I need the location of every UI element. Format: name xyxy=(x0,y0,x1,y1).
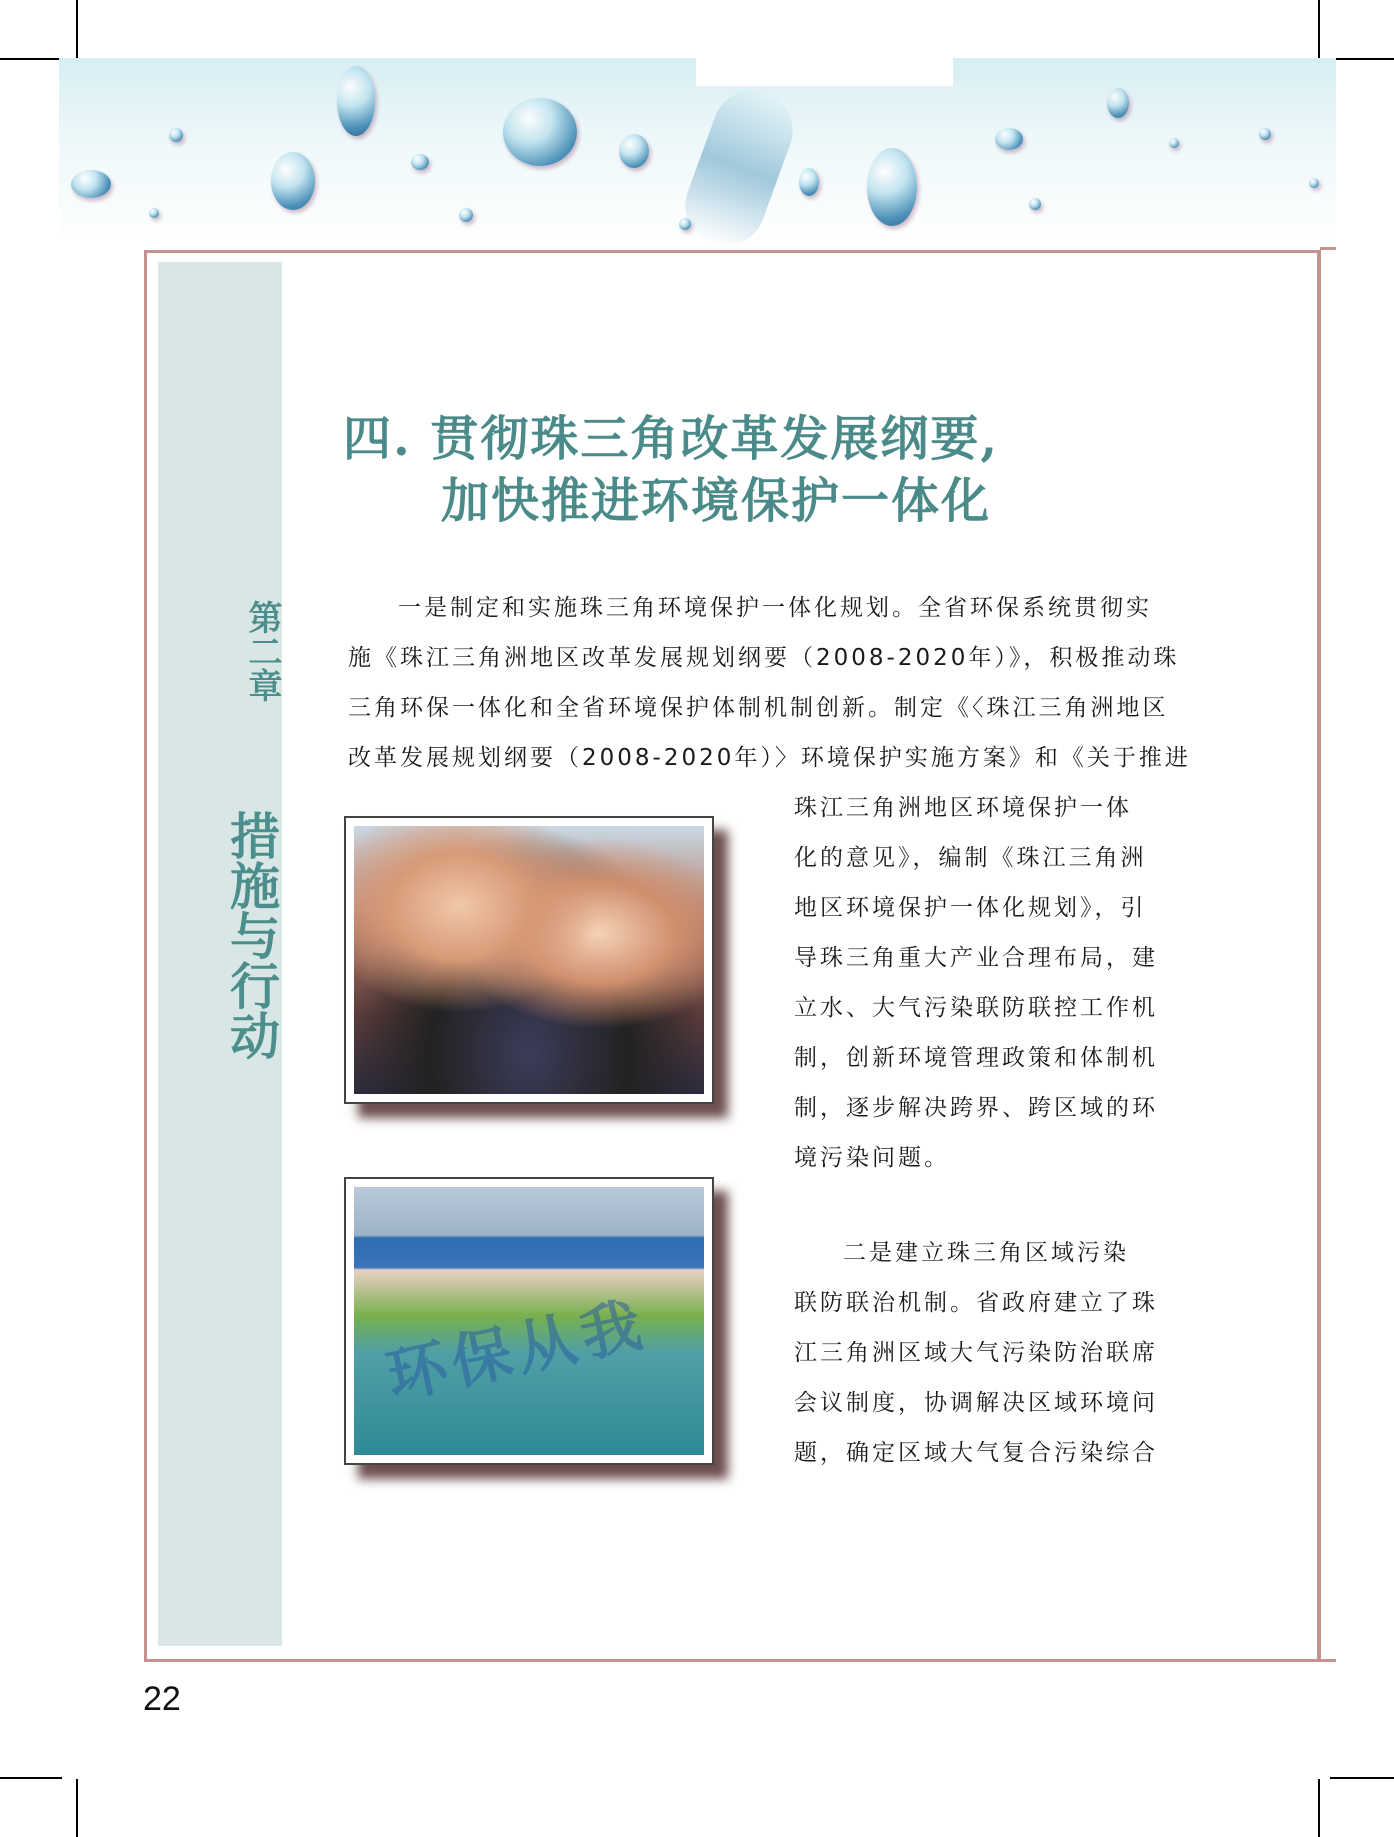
paragraph-line: 施《珠江三角洲地区改革发展规划纲要（2008-2020年）》，积极推动珠 xyxy=(348,645,1180,671)
paragraph-line: 制，逐步解决跨界、跨区域的环 xyxy=(794,1095,1158,1121)
water-drop xyxy=(799,168,819,196)
water-drop xyxy=(71,170,111,198)
water-drop xyxy=(679,218,691,230)
water-drop xyxy=(337,66,375,136)
section-heading-line2: 加快推进环境保护一体化 xyxy=(441,473,992,529)
paragraph-line: 立水、大气污染联防联控工作机 xyxy=(794,995,1158,1021)
water-drop xyxy=(1169,138,1179,148)
water-streak xyxy=(674,79,804,244)
paragraph-line: 境污染问题。 xyxy=(794,1145,950,1171)
chapter-title: 措施与行动 xyxy=(222,810,281,1060)
paragraph-line: 会议制度，协调解决区域环境问 xyxy=(794,1390,1158,1416)
banner-tab xyxy=(696,58,953,86)
paragraph-line: 改革发展规划纲要（2008-2020年）〉环境保护实施方案》和《关于推进 xyxy=(348,745,1191,771)
paragraph-line: 导珠三角重大产业合理布局，建 xyxy=(794,945,1158,971)
content-frame-right xyxy=(1317,250,1321,1662)
water-drop xyxy=(503,98,577,166)
water-drop xyxy=(459,208,473,222)
paragraph-line: 江三角洲区域大气污染防治联席 xyxy=(794,1340,1158,1366)
water-drop xyxy=(1309,178,1319,188)
paragraph-line: 一是制定和实施珠三角环境保护一体化规划。全省环保系统贯彻实 xyxy=(398,595,1152,621)
frame-stub xyxy=(1320,1659,1336,1662)
crop-mark xyxy=(1330,58,1394,60)
water-drop xyxy=(149,208,159,218)
crop-mark xyxy=(1330,1777,1394,1779)
crop-mark xyxy=(76,0,78,60)
water-drop xyxy=(995,128,1023,150)
water-drop xyxy=(169,128,183,142)
water-drop xyxy=(1259,128,1271,140)
page-number: 22 xyxy=(143,1680,181,1718)
paragraph-line: 地区环境保护一体化规划》，引 xyxy=(794,895,1147,921)
paragraph-line: 联防联治机制。省政府建立了珠 xyxy=(794,1290,1158,1316)
water-drop xyxy=(1029,198,1041,210)
water-drop xyxy=(619,134,649,168)
water-drop xyxy=(1107,88,1129,118)
crop-mark xyxy=(0,58,62,60)
section-heading-line1: 四. 贯彻珠三角改革发展纲要, xyxy=(343,411,1000,467)
water-drops-banner xyxy=(59,58,1336,244)
crop-mark xyxy=(76,1779,78,1837)
paragraph-line: 制，创新环境管理政策和体制机 xyxy=(794,1045,1158,1071)
crop-mark xyxy=(0,1777,62,1779)
water-drop xyxy=(411,154,429,170)
chapter-label: 第二章 xyxy=(242,600,282,702)
crop-mark xyxy=(1318,1779,1320,1837)
paragraph-line: 化的意见》，编制《珠江三角洲 xyxy=(794,845,1147,871)
paragraph-line: 题，确定区域大气复合污染综合 xyxy=(794,1440,1158,1466)
water-drop xyxy=(867,148,917,226)
photo-signing-banner xyxy=(344,1177,714,1465)
photo-image xyxy=(354,1187,704,1455)
paragraph-line: 三角环保一体化和全省环境保护体制机制创新。制定《〈珠江三角洲地区 xyxy=(348,695,1169,721)
frame-stub xyxy=(1320,247,1336,250)
paragraph-line: 二是建立珠三角区域污染 xyxy=(843,1240,1129,1266)
photo-banner-text: 环保从我 xyxy=(380,1289,654,1413)
water-drop xyxy=(271,152,315,210)
photo-image xyxy=(354,826,704,1094)
photo-children-batteries xyxy=(344,816,714,1104)
paragraph-line: 珠江三角洲地区环境保护一体 xyxy=(794,795,1132,821)
crop-mark xyxy=(1318,0,1320,60)
